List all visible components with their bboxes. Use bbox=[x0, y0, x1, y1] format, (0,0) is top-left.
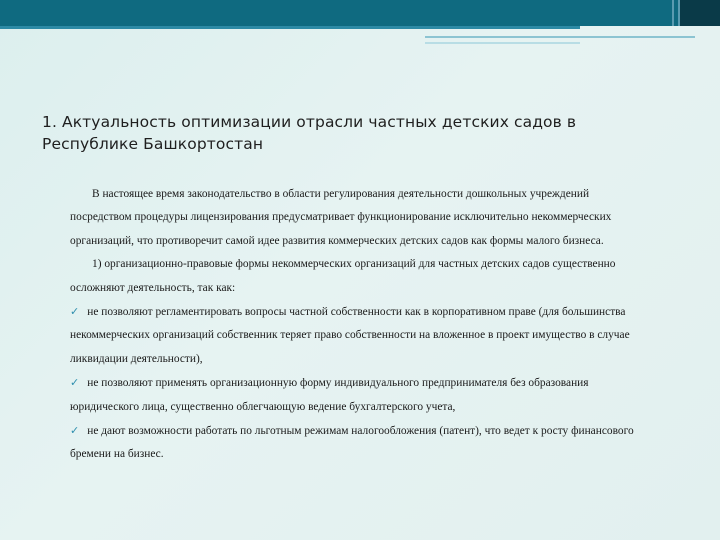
accent-line bbox=[425, 42, 580, 44]
bullet-item bbox=[70, 300, 650, 371]
top-bar bbox=[0, 0, 720, 26]
top-bar-stripe bbox=[672, 0, 674, 26]
bullet-text: не позволяют регламентировать вопросы частной собственности как в корпоративном праве (для большинства некоммерческих организаций собственник теряет право собственности на вложенное в проект имущество в случае ликвидации деятельности), bbox=[70, 306, 630, 365]
checkmark-icon: ✓ bbox=[70, 424, 80, 438]
accent-line bbox=[0, 26, 580, 29]
bullet-text: не позволяют применять организационную форму индивидуального предпринимателя без образования юридического лица, существенно облегчающую ведение бухгалтерского учета, bbox=[70, 377, 589, 413]
bullet-item bbox=[70, 419, 650, 467]
bullet-item bbox=[70, 371, 650, 419]
checkmark-icon: ✓ bbox=[70, 305, 80, 319]
slide-body bbox=[70, 183, 650, 467]
accent-line bbox=[425, 36, 695, 38]
intro-paragraph: В настоящее время законодательство в области регулирования деятельности дошкольных учреждений посредством процедуры лицензирования предусматривает функционирование исключительно некоммерческих организаций, что противоречит самой идее развития коммерческих детских садов как формы малого бизнеса. bbox=[70, 188, 612, 247]
point-1-paragraph: 1) организационно-правовые формы некоммерческих организаций для частных детских садов существенно осложняют деятельность, так как: bbox=[70, 258, 616, 294]
slide-title: 1. Актуальность оптимизации отрасли частных детских садов в Республике Башкортостан bbox=[42, 113, 577, 153]
checkmark-icon: ✓ bbox=[70, 376, 80, 390]
bullet-text: не дают возможности работать по льготным режимам налогообложения (патент), что ведет к росту финансового бремени на бизнес. bbox=[70, 425, 634, 461]
top-bar-dark-block bbox=[680, 0, 720, 26]
